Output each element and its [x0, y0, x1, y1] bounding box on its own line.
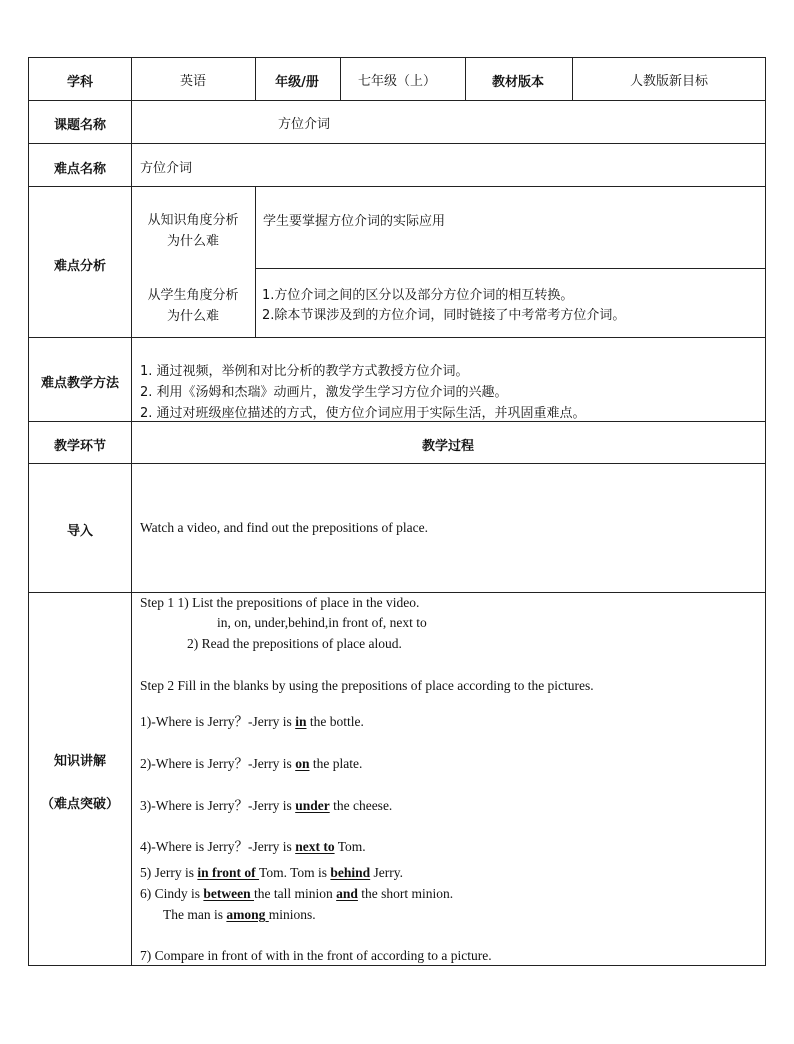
edition-label: 教材版本: [491, 75, 545, 90]
question-1: [140, 710, 364, 730]
table-border-right: [765, 57, 766, 966]
row-divider: [28, 143, 765, 144]
question-text: Jerry.: [370, 865, 404, 880]
method-item: 2. 通过对班级座位描述的方式，使方位介词应用于实际生活，并巩固重难点。: [140, 406, 586, 421]
question-7: 7) Compare in front of with in the front of according to a picture.: [140, 948, 492, 963]
grade-label: 年级/册: [275, 75, 319, 90]
student-angle-text: 2.除本节课涉及到的方位介词，同时链接了中考常考方位介词。: [262, 308, 626, 323]
method-item: 2. 利用《汤姆和杰瑞》动画片，激发学生学习方位介词的兴趣。: [140, 385, 508, 400]
subject-label: 学科: [66, 75, 94, 90]
row-divider: [28, 337, 765, 338]
question-text: 2)-Where is Jerry？-Jerry is: [140, 756, 296, 771]
row-divider: [28, 421, 765, 422]
answer: among: [226, 907, 269, 922]
question-text: 1)-Where is Jerry？-Jerry is: [140, 714, 296, 729]
edition-value: 人教版新目标: [629, 74, 709, 89]
answer: in: [295, 714, 307, 729]
intro-label: 导入: [66, 524, 94, 539]
question-text: the cheese.: [329, 798, 393, 813]
answer: in front of: [197, 865, 260, 880]
step1-line: 2) Read the prepositions of place aloud.: [187, 636, 402, 651]
knowledge-angle-text: 学生要掌握方位介词的实际应用: [263, 214, 446, 229]
question-text: Tom. Tom is: [259, 865, 331, 880]
step2-instruction: Step 2 Fill in the blanks by using the prepositions of place according to the pictures.: [140, 678, 594, 693]
answer: next to: [295, 839, 335, 854]
knowledge-angle-label: 为什么难: [166, 234, 220, 249]
analysis-label: 难点分析: [53, 259, 107, 274]
answer: between: [203, 886, 255, 901]
method-item: 1. 通过视频，举例和对比分析的教学方式教授方位介词。: [140, 364, 469, 379]
question-text: 3)-Where is Jerry？-Jerry is: [140, 798, 296, 813]
question-6b: [163, 907, 316, 923]
answer: and: [336, 886, 358, 901]
question-3: [140, 794, 392, 814]
row-divider: [28, 100, 765, 101]
col-divider: [340, 57, 341, 100]
difficulty-value: 方位介词: [140, 161, 193, 176]
topic-value: 方位介词: [278, 117, 331, 132]
step1-line: Step 1 1) List the prepositions of place in the video.: [140, 595, 420, 610]
knowledge-sublabel: （难点突破）: [40, 797, 120, 812]
question-text: the short minion.: [357, 886, 454, 901]
row-divider: [28, 463, 765, 464]
question-5: [140, 865, 403, 881]
table-border-bottom: [28, 965, 765, 966]
col-divider: [255, 57, 256, 100]
question-6: [140, 886, 453, 902]
question-4: [140, 835, 366, 855]
col-divider: [131, 57, 132, 966]
method-label: 难点教学方法: [40, 376, 120, 391]
answer: under: [295, 798, 330, 813]
process-header: 教学过程: [421, 439, 475, 454]
student-angle-text: 1.方位介词之间的区分以及部分方位介词的相互转换。: [262, 288, 574, 303]
col-divider: [255, 186, 256, 337]
row-divider: [28, 592, 765, 593]
topic-label: 课题名称: [53, 118, 107, 133]
question-text: minions.: [268, 907, 316, 922]
knowledge-angle-label: 从知识角度分析: [147, 213, 239, 228]
knowledge-label: 知识讲解: [53, 754, 107, 769]
question-text: 4)-Where is Jerry？-Jerry is: [140, 839, 296, 854]
student-angle-label: 为什么难: [166, 309, 220, 324]
answer: on: [295, 756, 310, 771]
question-2: [140, 752, 362, 772]
question-text: The man is: [163, 907, 227, 922]
row-divider: [28, 186, 765, 187]
question-text: the plate.: [309, 756, 363, 771]
table-border-left: [28, 57, 29, 966]
answer: behind: [330, 865, 371, 880]
difficulty-label: 难点名称: [53, 162, 107, 177]
step1-line: in, on, under,behind,in front of, next to: [217, 615, 427, 630]
row-divider: [255, 268, 765, 269]
intro-text: Watch a video, and find out the prepositions of place.: [140, 520, 428, 535]
question-text: Tom.: [334, 839, 366, 854]
grade-value: 七年级（上）: [357, 74, 437, 89]
col-divider: [465, 57, 466, 100]
question-text: 5) Jerry is: [140, 865, 198, 880]
stage-header: 教学环节: [53, 439, 107, 454]
table-border-top: [28, 57, 765, 58]
question-text: the tall minion: [254, 886, 337, 901]
question-text: the bottle.: [306, 714, 364, 729]
col-divider: [572, 57, 573, 100]
subject-value: 英语: [179, 74, 207, 89]
student-angle-label: 从学生角度分析: [147, 288, 239, 303]
question-text: 6) Cindy is: [140, 886, 204, 901]
